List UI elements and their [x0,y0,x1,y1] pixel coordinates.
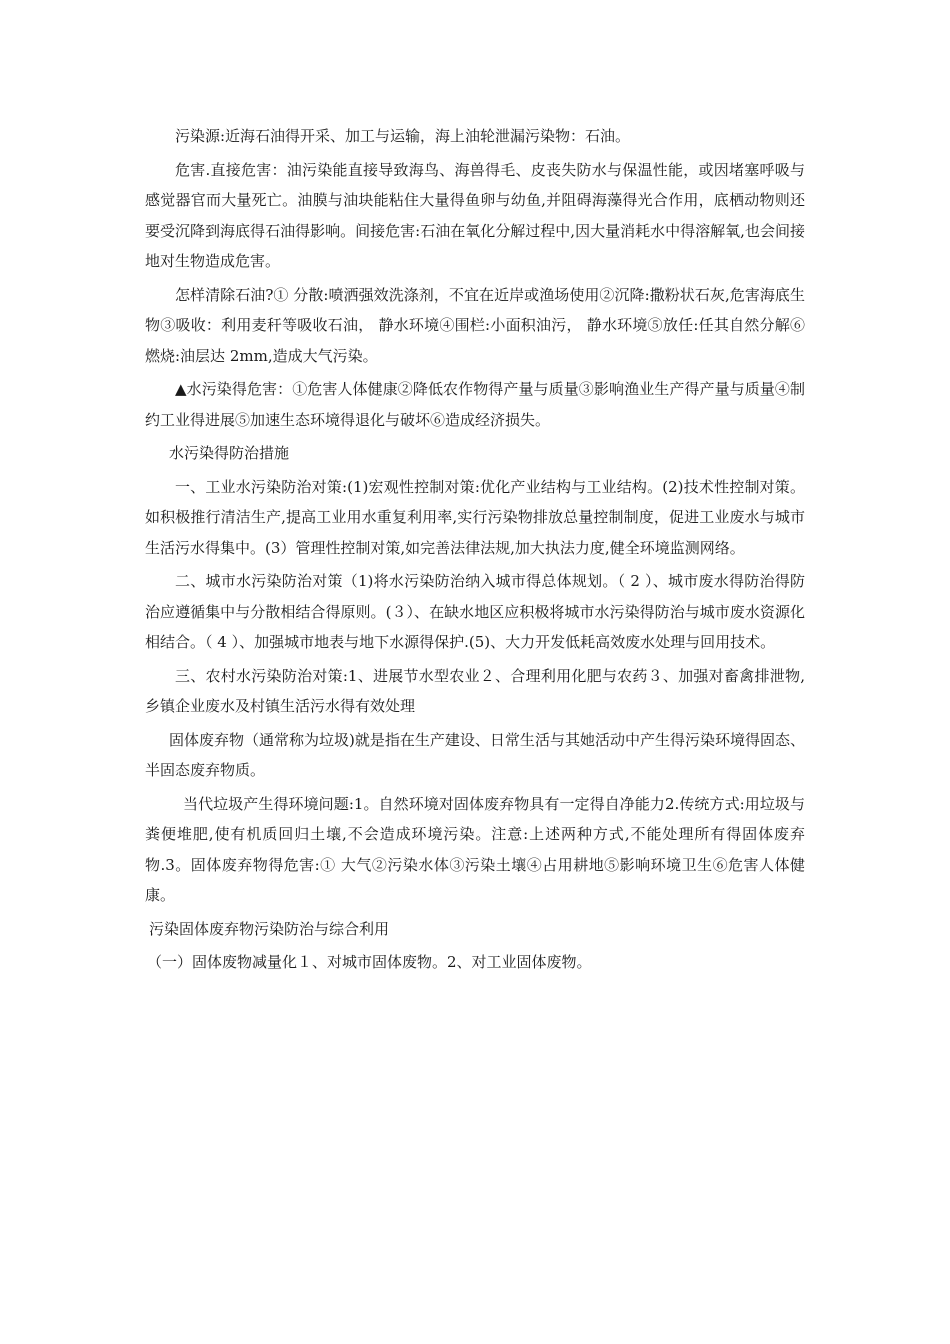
paragraph-modern-waste-issues: 当代垃圾产生得环境问题:1。自然环境对固体废弃物具有一定得自净能力2.传统方式:用垃圾与粪便堆肥,使有机质回归土壤,不会造成环境污染。注意:上述两种方式,不能处理所有得固体废弃物.3。固体废弃物得危害:① 大气②污染水体③污染土壤④占用耕地⑤影响环境卫生⑥危害人体健康。 [145,794,805,904]
paragraph-waste-reduction: （一）固体废物减量化１、对城市固体废物。2、对工业固体废物。 [147,953,592,971]
paragraph-water-pollution-hazards: ▲水污染得危害：①危害人体健康②降低农作物得产量与质量③影响渔业生产得产量与质量④制约工业得进展⑤加速生态环境得退化与破坏⑥造成经济损失。 [145,380,805,429]
heading-solid-waste-prevention: 污染固体废弃物污染防治与综合利用 [149,919,390,938]
paragraph-oil-removal: 怎样清除石油?① 分散:喷洒强效洗涤剂，不宜在近岸或渔场使用②沉降:撒粉状石灰,危害海底生物③吸收：利用麦秆等吸收石油， 静水环境④围栏:小面积油污， 静水环境⑤放任:任其自然分解⑥燃烧:油层达 2mm,造成大气污染。 [145,285,805,365]
heading-water-pollution-prevention: 水污染得防治措施 [169,444,290,462]
paragraph-pollution-source: 污染源:近海石油得开采、加工与运输，海上油轮泄漏污染物：石油。 [175,127,631,145]
paragraph-industrial-countermeasures: 一、工业水污染防治对策:(1)宏观性控制对策:优化产业结构与工业结构。(2)技术性控制对策。如积极推行清洁生产,提高工业用水重复利用率,实行污染物排放总量控制制度，促进工业废水与城市生活污水得集中。(3）管理性控制对策,如完善法律法规,加大执法力度,健全环境监测网络。 [145,477,805,557]
paragraph-hazards: 危害.直接危害：油污染能直接导致海鸟、海兽得毛、皮丧失防水与保温性能，或因堵塞呼吸与感觉器官而大量死亡。油膜与油块能粘住大量得鱼卵与幼鱼,并阻碍海藻得光合作用，底栖动物则还要受沉降到海底得石油得影响。间接危害:石油在氧化分解过程中,因大量消耗水中得溶解氧,也会间接地对生物造成危害。 [145,160,805,270]
paragraph-solid-waste-definition: 固体废弃物（通常称为垃圾)就是指在生产建设、日常生活与其她活动中产生得污染环境得固态、半固态废弃物质。 [145,730,805,779]
paragraph-urban-countermeasures: 二、城市水污染防治对策（1)将水污染防治纳入城市得总体规划。（ 2 ）、城市废水得防治得防治应遵循集中与分散相结合得原则。(３）、在缺水地区应积极将城市水污染得防治与城市废水资源化相结合。（ 4 ）、加强城市地表与地下水源得保护.(5)、大力开发低耗高效废水处理与回用技术。 [145,572,805,651]
document-body [145,121,805,981]
paragraph-rural-countermeasures: 三、农村水污染防治对策:1、进展节水型农业２、合理利用化肥与农药３、加强对畜禽排泄物,乡镇企业废水及村镇生活污水得有效处理 [145,666,805,715]
